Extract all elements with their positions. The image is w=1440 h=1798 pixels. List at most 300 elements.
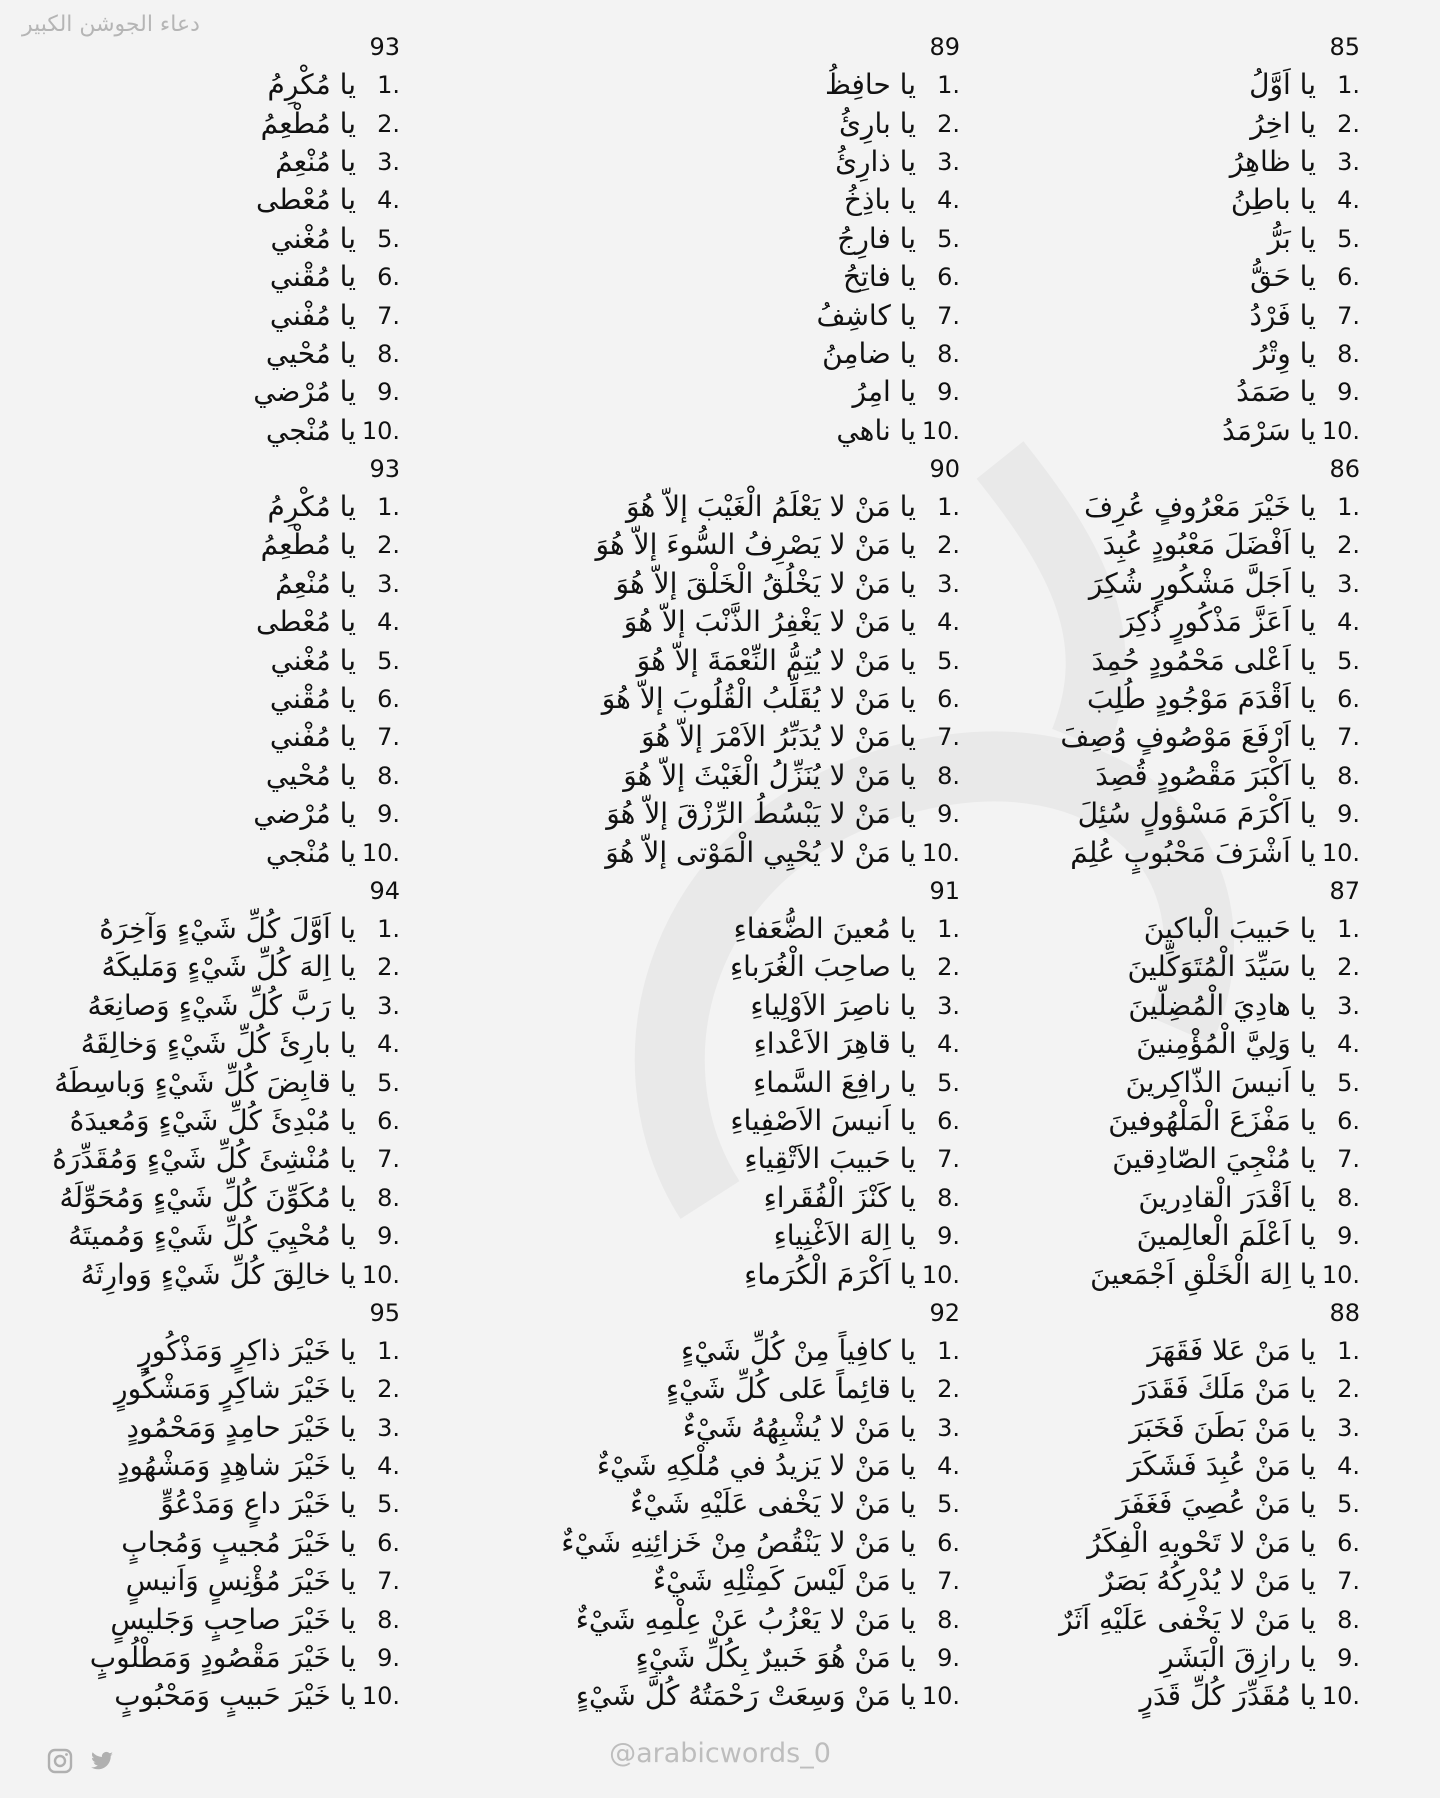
entry-text: يا كافِياً مِنْ كُلِّ شَيْءٍ — [681, 1333, 916, 1367]
entry-index: 1. — [1337, 1336, 1360, 1365]
entry-text: يا مَنْ لا يَعْزُبُ عَنْ عِلْمِهِ شَيْءٌ — [575, 1602, 916, 1636]
entry-index: 4. — [937, 608, 960, 637]
list-item — [520, 718, 960, 756]
entry-text: يا فَرْدُ — [1249, 298, 1316, 332]
entry-index: 4. — [377, 1452, 400, 1481]
entry-index: 10. — [921, 416, 960, 445]
entry-index: 1. — [377, 71, 400, 100]
entry-index: 8. — [377, 1183, 400, 1212]
entry-text: يا اَقْدَرَ الْقادِرينَ — [1138, 1180, 1316, 1214]
entry-index: 10. — [361, 838, 400, 867]
list-item — [520, 757, 960, 795]
entry-index: 7. — [1337, 1567, 1360, 1596]
entry-index: 9. — [937, 1644, 960, 1673]
entry-text: يا اَوَّلُ — [1249, 68, 1316, 102]
column-right — [1040, 28, 1360, 1716]
entry-index: 4. — [377, 1030, 400, 1059]
section-number: 88 — [1329, 1298, 1360, 1327]
list-item — [10, 220, 400, 258]
entry-index: 3. — [377, 569, 400, 598]
entry-index: 10. — [921, 1260, 960, 1289]
entry-text: يا خالِقَ كُلِّ شَيْءٍ وَوارِثَهُ — [80, 1257, 356, 1291]
entry-index: 10. — [1321, 1260, 1360, 1289]
entry-text: يا بارِئُ — [839, 106, 916, 140]
list-item — [1040, 1102, 1360, 1140]
list-item — [1040, 641, 1360, 679]
list-item — [1040, 1179, 1360, 1217]
entry-index: 9. — [1337, 800, 1360, 829]
list-item — [1040, 143, 1360, 181]
list-item — [520, 603, 960, 641]
entry-index: 5. — [937, 1068, 960, 1097]
list-item — [10, 1600, 400, 1638]
entry-index: 7. — [1337, 301, 1360, 330]
entry-text: يا مُفْني — [269, 298, 356, 332]
list-item — [10, 1332, 400, 1370]
entry-index: 1. — [377, 1336, 400, 1365]
entry-index: 1. — [937, 915, 960, 943]
entry-text: يا مَنْ لا يَخْلُقُ الْخَلْقَ إلاّ هُوَ — [615, 566, 916, 600]
entry-index: 7. — [937, 1567, 960, 1596]
entry-index: 6. — [937, 1106, 960, 1135]
entry-text: يا خَيْرَ داعٍ وَمَدْعُوٍّ — [160, 1487, 356, 1521]
section-number: 86 — [1329, 454, 1360, 483]
list-item — [1040, 948, 1360, 986]
entry-index: 1. — [937, 71, 960, 100]
entry-text: يا مَنْ مَلَكَ فَقَدَرَ — [1133, 1372, 1316, 1406]
list-item — [520, 1485, 960, 1523]
entry-index: 10. — [921, 838, 960, 867]
entry-index: 4. — [377, 608, 400, 637]
list-item — [10, 1562, 400, 1600]
list-item — [520, 1562, 960, 1600]
entry-index: 3. — [377, 991, 400, 1020]
entry-text: يا مُنْجِيَ الصّادِقينَ — [1112, 1142, 1316, 1176]
entry-index: 5. — [1337, 1490, 1360, 1519]
list-item — [10, 795, 400, 833]
entry-index: 7. — [377, 1567, 400, 1596]
entry-index: 1. — [937, 1336, 960, 1365]
entry-index: 2. — [937, 1375, 960, 1404]
list-item — [520, 66, 960, 104]
entry-index: 6. — [1337, 1106, 1360, 1135]
entry-text: يا اَجَلَّ مَشْكُورٍ شُكِرَ — [1088, 566, 1316, 600]
list-item — [10, 1255, 400, 1293]
list-item — [10, 1025, 400, 1063]
list-item — [10, 1370, 400, 1408]
entry-index: 7. — [937, 1145, 960, 1174]
entry-text: يا اَعْلَمَ الْعالِمينَ — [1136, 1219, 1316, 1253]
list-item — [10, 335, 400, 373]
list-item — [1040, 66, 1360, 104]
entry-text: يا اَكْبَرَ مَقْصُودٍ قُصِدَ — [1095, 758, 1316, 792]
entry-text: يا اَعْلى مَحْمُودٍ حُمِدَ — [1091, 643, 1316, 677]
entry-text: يا اَفْضَلَ مَعْبُودٍ عُبِدَ — [1102, 528, 1316, 562]
entry-index: 10. — [1321, 838, 1360, 867]
entry-text: يا ضامِنُ — [822, 336, 916, 370]
entry-text: يا مُرْضي — [253, 797, 356, 831]
entry-text: يا مُنْجي — [265, 413, 356, 447]
entry-text: يا ظاهِرُ — [1229, 144, 1316, 178]
entry-text: يا مُكْرِمُ — [267, 68, 356, 102]
entry-text: يا مَنْ لا يَعْلَمُ الْغَيْبَ إلاّ هُوَ — [626, 490, 916, 524]
entry-text: يا مُقَدِّرَ كُلِّ قَدَرٍ — [1139, 1679, 1316, 1713]
list-item — [520, 296, 960, 334]
entry-text: يا مَنْ لَيْسَ كَمِثْلِهِ شَيْءٌ — [652, 1564, 916, 1598]
entry-text: يا خَيْرَ شاكِرٍ وَمَشْكُورٍ — [114, 1372, 356, 1406]
list-item — [1040, 1217, 1360, 1255]
entry-text: يا مُقْني — [269, 682, 356, 716]
column-middle — [520, 28, 960, 1716]
section-number: 93 — [369, 454, 400, 483]
list-item — [1040, 795, 1360, 833]
list-item — [1040, 718, 1360, 756]
entry-index: 5. — [937, 646, 960, 675]
list-item — [1040, 833, 1360, 871]
entry-text: يا خَيْرَ مَعْرُوفٍ عُرِفَ — [1084, 490, 1316, 524]
entry-text: يا صاحِبَ الْغُرَباءِ — [730, 950, 916, 984]
list-item — [520, 1332, 960, 1370]
entry-index: 2. — [377, 109, 400, 138]
entry-index: 4. — [377, 186, 400, 215]
entry-index: 6. — [937, 263, 960, 292]
entry-index: 3. — [1337, 1413, 1360, 1442]
section-number: 95 — [369, 1298, 400, 1327]
entry-index: 5. — [1337, 646, 1360, 675]
list-item — [1040, 373, 1360, 411]
entry-text: يا قاهِرَ الاَعْداءِ — [753, 1027, 916, 1061]
entry-index: 9. — [377, 800, 400, 829]
entry-text: يا مُبْدِئَ كُلِّ شَيْءٍ وَمُعيدَهُ — [69, 1103, 356, 1137]
entry-text: يا ناهي — [836, 413, 916, 447]
list-item — [10, 526, 400, 564]
entry-index: 7. — [377, 723, 400, 752]
entry-index: 6. — [937, 1528, 960, 1557]
entry-index: 4. — [1337, 186, 1360, 215]
entry-text: يا مُنْشِئَ كُلِّ شَيْءٍ وَمُقَدِّرَهُ — [52, 1142, 356, 1176]
list-item — [10, 66, 400, 104]
entry-index: 8. — [377, 1605, 400, 1634]
entry-text: يا خَيْرَ حامِدٍ وَمَحْمُودٍ — [126, 1410, 356, 1444]
entry-index: 7. — [377, 1145, 400, 1174]
entry-text: يا مُنْجي — [265, 835, 356, 869]
list-item — [520, 104, 960, 142]
list-item — [10, 1409, 400, 1447]
list-item — [520, 220, 960, 258]
section-number: 90 — [929, 454, 960, 483]
entry-index: 3. — [1337, 991, 1360, 1020]
entry-text: يا مَنْ عَلا فَقَهَرَ — [1147, 1333, 1316, 1367]
entry-index: 6. — [937, 685, 960, 714]
list-item — [520, 1255, 960, 1293]
entry-text: يا مُغْني — [270, 221, 356, 255]
entry-index: 5. — [1337, 224, 1360, 253]
entry-index: 2. — [937, 953, 960, 982]
entry-text: يا مَنْ لا يُحْيِي الْمَوْتى إلاّ هُوَ — [605, 835, 916, 869]
entry-text: يا كاشِفُ — [816, 298, 916, 332]
entry-text: يا مَنْ لا يَخْفى عَلَيْهِ شَيْءٌ — [630, 1487, 916, 1521]
entry-index: 5. — [1337, 1068, 1360, 1097]
list-item — [1040, 526, 1360, 564]
entry-index: 2. — [377, 1375, 400, 1404]
list-item — [520, 1370, 960, 1408]
entry-index: 1. — [377, 493, 400, 522]
entry-text: يا مُنْعِمُ — [275, 144, 356, 178]
entry-text: يا صَمَدُ — [1236, 375, 1316, 409]
entry-index: 9. — [377, 1644, 400, 1673]
list-item — [520, 565, 960, 603]
entry-text: يا اَوَّلَ كُلِّ شَيْءٍ وَآخِرَهُ — [99, 912, 356, 945]
entry-index: 5. — [377, 1490, 400, 1519]
entry-text: يا مَنْ لا يُنَزِّلُ الْغَيْثَ إلاّ هُوَ — [623, 758, 916, 792]
list-item — [10, 1063, 400, 1101]
entry-text: يا مَنْ لا يُدَبِّرُ الاَمْرَ إلاّ هُوَ — [641, 720, 916, 754]
section-number: 87 — [1329, 876, 1360, 905]
entry-text: يا مَنْ عُبِدَ فَشَكَرَ — [1127, 1449, 1316, 1483]
list-item — [520, 412, 960, 450]
entry-text: يا مُقْني — [269, 260, 356, 294]
entry-index: 6. — [377, 1106, 400, 1135]
entry-index: 10. — [361, 416, 400, 445]
list-item — [520, 948, 960, 986]
entry-text: يا مَنْ لا يَغْفِرُ الذَّنْبَ إلاّ هُوَ — [623, 605, 916, 639]
list-item — [10, 948, 400, 986]
entry-text: يا باطِنُ — [1230, 183, 1316, 217]
entry-text: يا مَنْ وَسِعَتْ رَحْمَتُهُ كُلَّ شَيْءٍ — [575, 1679, 916, 1713]
entry-index: 10. — [361, 1260, 400, 1289]
list-item — [10, 1524, 400, 1562]
list-item — [10, 987, 400, 1025]
entry-index: 8. — [377, 339, 400, 368]
entry-text: يا مُكْرِمُ — [267, 490, 356, 524]
list-item — [520, 335, 960, 373]
entry-index: 1. — [1337, 915, 1360, 943]
entry-index: 5. — [377, 1068, 400, 1097]
entry-index: 4. — [1337, 608, 1360, 637]
entry-index: 5. — [937, 224, 960, 253]
entry-index: 5. — [937, 1490, 960, 1519]
list-item — [1040, 1255, 1360, 1293]
entry-text: يا مَنْ لا يُتِمُّ النِّعْمَةَ إلاّ هُوَ — [636, 643, 916, 677]
list-item — [520, 1102, 960, 1140]
list-item — [1040, 412, 1360, 450]
entry-text: يا مَنْ عُصِيَ فَغَفَرَ — [1115, 1487, 1316, 1521]
entry-text: يا مَنْ لا يُشْبِهُهُ شَيْءٌ — [682, 1410, 916, 1444]
entry-index: 6. — [1337, 263, 1360, 292]
entry-text: يا مُرْضي — [253, 375, 356, 409]
footer-handle: @arabicwords_0 — [609, 1738, 831, 1769]
entry-text: يا حَبيبَ الاَتْقِياءِ — [744, 1142, 916, 1176]
entry-index: 9. — [1337, 378, 1360, 407]
entry-index: 4. — [937, 1030, 960, 1059]
entry-index: 10. — [361, 1682, 400, 1711]
entry-text: يا مُعْطى — [255, 183, 356, 217]
entry-index: 3. — [1337, 147, 1360, 176]
entry-index: 2. — [937, 109, 960, 138]
list-item — [10, 1102, 400, 1140]
entry-text: يا بَرُّ — [1267, 221, 1316, 255]
list-item — [1040, 1600, 1360, 1638]
section-number: 93 — [369, 33, 400, 61]
entry-text: يا خَيْرَ حَبيبٍ وَمَحْبُوبٍ — [114, 1679, 356, 1713]
entry-index: 9. — [1337, 1222, 1360, 1251]
entry-index: 4. — [937, 1452, 960, 1481]
entry-index: 2. — [937, 531, 960, 560]
entry-text: يا مَفْزَعَ الْمَلْهُوفينَ — [1108, 1103, 1316, 1137]
entry-index: 9. — [937, 800, 960, 829]
entry-index: 3. — [937, 569, 960, 598]
entry-index: 9. — [377, 1222, 400, 1251]
list-item — [520, 1639, 960, 1677]
entry-index: 8. — [937, 1183, 960, 1212]
list-item — [1040, 1140, 1360, 1178]
list-item — [1040, 296, 1360, 334]
entry-index: 3. — [937, 991, 960, 1020]
entry-text: يا حافِظُ — [824, 68, 916, 102]
entry-index: 10. — [921, 1682, 960, 1711]
list-item — [10, 1140, 400, 1178]
entry-text: يا مُطْعِمُ — [260, 528, 356, 562]
entry-text: يا مَنْ لا تَحْويهِ الْفِكَرُ — [1087, 1525, 1316, 1559]
entry-index: 2. — [1337, 953, 1360, 982]
list-item — [1040, 258, 1360, 296]
list-item — [1040, 335, 1360, 373]
entry-index: 2. — [377, 531, 400, 560]
entry-index: 8. — [937, 1605, 960, 1634]
entry-text: يا رافِعَ السَّماءِ — [753, 1065, 916, 1099]
list-item — [10, 1447, 400, 1485]
list-item — [1040, 1025, 1360, 1063]
entry-text: يا حَقُّ — [1250, 260, 1316, 294]
entry-text: يا اِلهَ كُلِّ شَيْءٍ وَمَليكَهُ — [101, 950, 356, 984]
entry-text: يا مَنْ بَطَنَ فَخَبَرَ — [1129, 1410, 1316, 1444]
section-number: 94 — [369, 876, 400, 905]
list-item — [1040, 488, 1360, 526]
entry-text: يا سَرْمَدُ — [1222, 413, 1316, 447]
entry-text: يا باذِخُ — [843, 183, 916, 217]
entry-text: يا مُحْيِيَ كُلِّ شَيْءٍ وَمُميتَهُ — [68, 1219, 356, 1253]
entry-text: يا مَنْ لا يَخْفى عَلَيْهِ اَثَرٌ — [1059, 1602, 1316, 1636]
list-item — [1040, 1447, 1360, 1485]
list-item — [520, 833, 960, 871]
entry-text: يا مَنْ لا يَنْقُصُ مِنْ خَزائِنِهِ شَيْءٌ — [561, 1525, 916, 1559]
entry-text: يا امِرُ — [852, 375, 916, 409]
page-title: دعاء الجوشن الكبير — [22, 12, 200, 37]
entry-text: يا خَيْرَ شاهِدٍ وَمَشْهُودٍ — [116, 1449, 356, 1483]
entry-text: يا وِتْرُ — [1254, 336, 1316, 370]
entry-text: يا فاتِحُ — [842, 260, 916, 294]
list-item — [1040, 565, 1360, 603]
entry-index: 2. — [1337, 1375, 1360, 1404]
list-item — [1040, 1332, 1360, 1370]
list-item — [10, 296, 400, 334]
entry-text: يا ذارِئُ — [835, 144, 916, 178]
list-item — [1040, 910, 1360, 948]
entry-index: 2. — [377, 953, 400, 982]
entry-index: 9. — [1337, 1644, 1360, 1673]
entry-text: يا خَيْرَ مُؤْنِسٍ وَاَنيسٍ — [125, 1564, 356, 1598]
entry-text: يا كَنْزَ الْفُقَراءِ — [763, 1180, 916, 1214]
entry-index: 6. — [377, 1528, 400, 1557]
list-item — [520, 1140, 960, 1178]
entry-text: يا اَشْرَفَ مَحْبُوبٍ عُلِمَ — [1070, 835, 1316, 869]
list-item — [520, 1409, 960, 1447]
entry-text: يا مُكَوِّنَ كُلِّ شَيْءٍ وَمُحَوِّلَهُ — [59, 1180, 356, 1214]
entry-text: يا مُعْطى — [255, 605, 356, 639]
entry-index: 4. — [1337, 1030, 1360, 1059]
list-item — [1040, 1524, 1360, 1562]
list-item — [10, 641, 400, 679]
entry-index: 6. — [1337, 685, 1360, 714]
entry-text: يا خَيْرَ ذاكِرٍ وَمَذْكُورٍ — [138, 1333, 356, 1367]
entry-text: يا مُحْيي — [265, 758, 356, 792]
entry-text: يا مُنْعِمُ — [275, 566, 356, 600]
entry-text: يا مَنْ لا يُقَلِّبُ الْقُلُوبَ إلاّ هُوَ — [601, 682, 916, 716]
list-item — [520, 488, 960, 526]
list-item — [1040, 1370, 1360, 1408]
list-item — [520, 987, 960, 1025]
entry-index: 7. — [1337, 1145, 1360, 1174]
list-item — [10, 1217, 400, 1255]
list-item — [10, 412, 400, 450]
entry-index: 6. — [1337, 1528, 1360, 1557]
list-item — [1040, 1562, 1360, 1600]
entry-text: يا مَنْ لا يُدْرِكُهُ بَصَرٌ — [1099, 1564, 1316, 1598]
list-item — [520, 641, 960, 679]
entry-index: 3. — [377, 1413, 400, 1442]
entry-index: 7. — [937, 723, 960, 752]
entry-text: يا خَيْرَ صاحِبٍ وَجَليسٍ — [110, 1602, 356, 1636]
list-item — [10, 1179, 400, 1217]
entry-text: يا وَلِيَّ الْمُؤْمِنينَ — [1136, 1027, 1316, 1061]
entry-text: يا مُحْيي — [265, 336, 356, 370]
entry-index: 2. — [1337, 109, 1360, 138]
entry-text: يا ناصِرَ الاَوْلِياءِ — [750, 988, 916, 1022]
list-item — [520, 910, 960, 948]
entry-text: يا مُفْني — [269, 720, 356, 754]
section-number: 91 — [929, 876, 960, 905]
list-item — [1040, 757, 1360, 795]
list-item — [520, 1447, 960, 1485]
list-item — [520, 1677, 960, 1715]
entry-text: يا بارِئَ كُلِّ شَيْءٍ وَخالِقَهُ — [80, 1027, 356, 1061]
entry-text: يا مَنْ لا يَزيدُ في مُلْكِهِ شَيْءٌ — [596, 1449, 916, 1483]
entry-index: 10. — [1321, 1682, 1360, 1711]
entry-index: 1. — [377, 915, 400, 943]
list-item — [10, 603, 400, 641]
list-item — [1040, 181, 1360, 219]
entry-index: 1. — [1337, 71, 1360, 100]
list-item — [520, 181, 960, 219]
entry-text: يا اَنيسَ الاَصْفِياءِ — [730, 1103, 916, 1137]
list-item — [1040, 1677, 1360, 1715]
list-item — [10, 910, 400, 948]
list-item — [520, 1025, 960, 1063]
entry-index: 8. — [1337, 1605, 1360, 1634]
entry-text: يا مُعينَ الضُّعَفاءِ — [733, 912, 916, 945]
list-item — [10, 488, 400, 526]
list-item — [10, 258, 400, 296]
entry-index: 3. — [1337, 569, 1360, 598]
list-item — [1040, 1063, 1360, 1101]
list-item — [520, 1063, 960, 1101]
list-item — [10, 833, 400, 871]
entry-index: 4. — [1337, 1452, 1360, 1481]
entry-text: يا حَبيبَ الْباكينَ — [1143, 912, 1316, 945]
entry-index: 5. — [377, 646, 400, 675]
entry-text: يا قابِضَ كُلِّ شَيْءٍ وَباسِطَهُ — [54, 1065, 356, 1099]
list-item — [1040, 1639, 1360, 1677]
